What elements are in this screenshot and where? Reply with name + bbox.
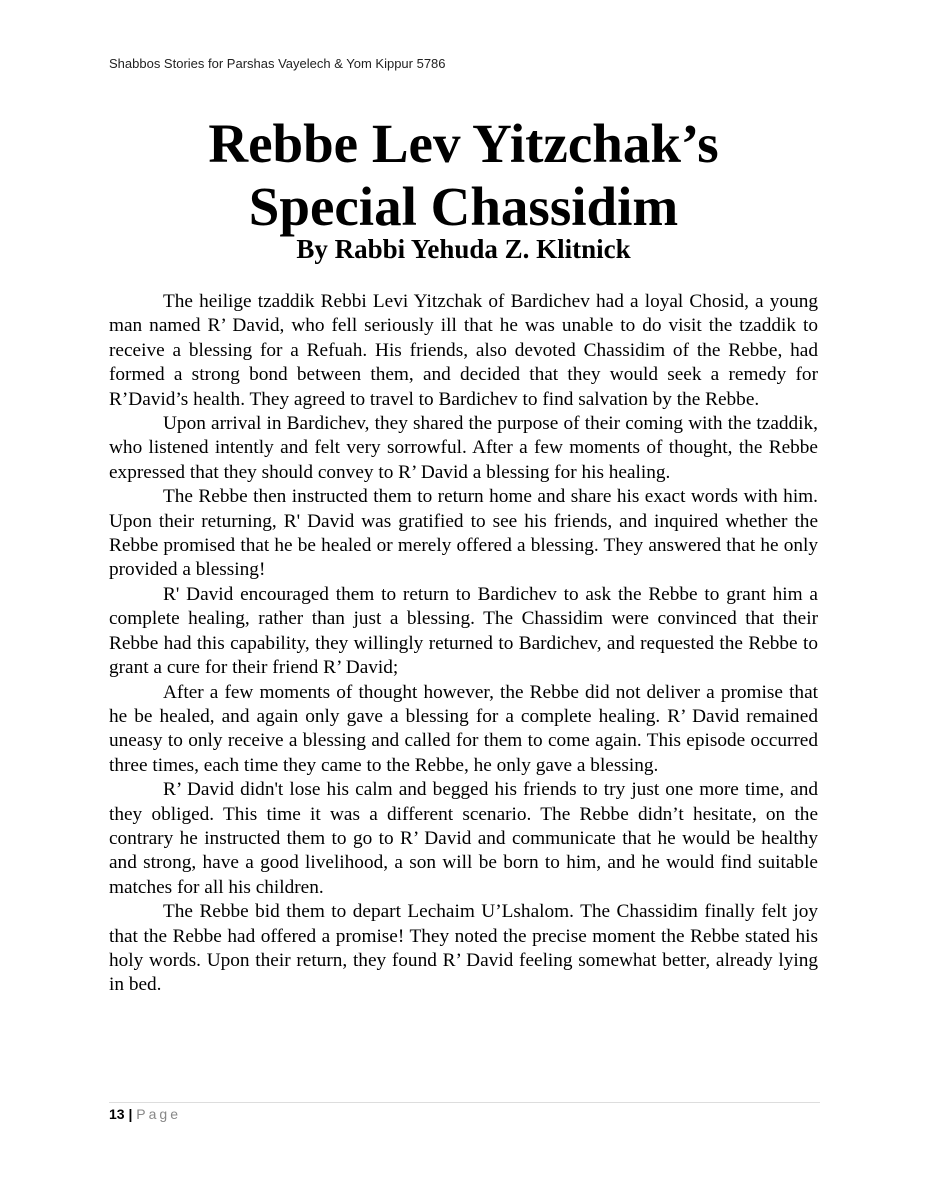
page-label: Page xyxy=(136,1106,181,1122)
page-footer xyxy=(109,1106,181,1122)
footer-separator: | xyxy=(128,1106,133,1122)
byline: By Rabbi Yehuda Z. Klitnick xyxy=(296,234,631,264)
title-line-2: Special Chassidim xyxy=(248,176,679,237)
article-title xyxy=(0,112,927,238)
paragraph: The heilige tzaddik Rebbi Levi Yitzchak of Bardichev had a loyal Chosid, a young man named R’ David, who fell seriously ill that he was unable to do visit the tzaddik to receive a blessing for a Refuah. His friends, also devoted Chassidim of the Rebbe, had formed a strong bond between them, and decided that they would seek a remedy for R’David’s health. They agreed to travel to Bardichev to find salvation by the Rebbe. xyxy=(109,291,818,410)
article-body xyxy=(109,290,818,998)
title-line-1: Rebbe Lev Yitzchak’s xyxy=(208,113,719,174)
page-number: 13 xyxy=(109,1106,125,1122)
paragraph: Upon arrival in Bardichev, they shared the purpose of their coming with the tzaddik, who listened intently and felt very sorrowful. After a few moments of thought, the Rebbe expressed that they should convey to R’ David a blessing for his healing. xyxy=(109,413,818,483)
paragraph: After a few moments of thought however, the Rebbe did not deliver a promise that he be healed, and again only gave a blessing for a complete healing. R’ David remained uneasy to only receive a blessing and called for them to come again. This episode occurred three times, each time they came to the Rebbe, he only gave a blessing. xyxy=(109,681,818,776)
paragraph: R' David encouraged them to return to Bardichev to ask the Rebbe to grant him a complete healing, rather than just a blessing. The Chassidim were convinced that their Rebbe had this capability, they willingly returned to Bardichev, and requested the Rebbe to grant a cure for their friend R’ David; xyxy=(109,583,818,679)
paragraph: R’ David didn't lose his calm and begged his friends to try just one more time, and they obliged. This time it was a different scenario. The Rebbe didn’t hesitate, on the contrary he instructed them to go to R’ David and communicate that he would be healthy and strong, have a good livelihood, a son will be born to him, and he would find suitable matches for all his children. xyxy=(109,779,818,898)
paragraph: The Rebbe then instructed them to return home and share his exact words with him. Upon their returning, R' David was gratified to see his friends, and inquired whether the Rebbe promised that he be healed or merely offered a blessing. They answered that he only provided a blessing! xyxy=(109,486,818,581)
running-header: Shabbos Stories for Parshas Vayelech & Yom Kippur 5786 xyxy=(109,56,446,71)
paragraph: The Rebbe bid them to depart Lechaim U’Lshalom. The Chassidim finally felt joy that the Rebbe had offered a promise! They noted the precise moment the Rebbe stated his holy words. Upon their return, they found R’ David feeling somewhat better, already lying in bed. xyxy=(109,901,818,996)
footer-divider xyxy=(109,1102,820,1103)
